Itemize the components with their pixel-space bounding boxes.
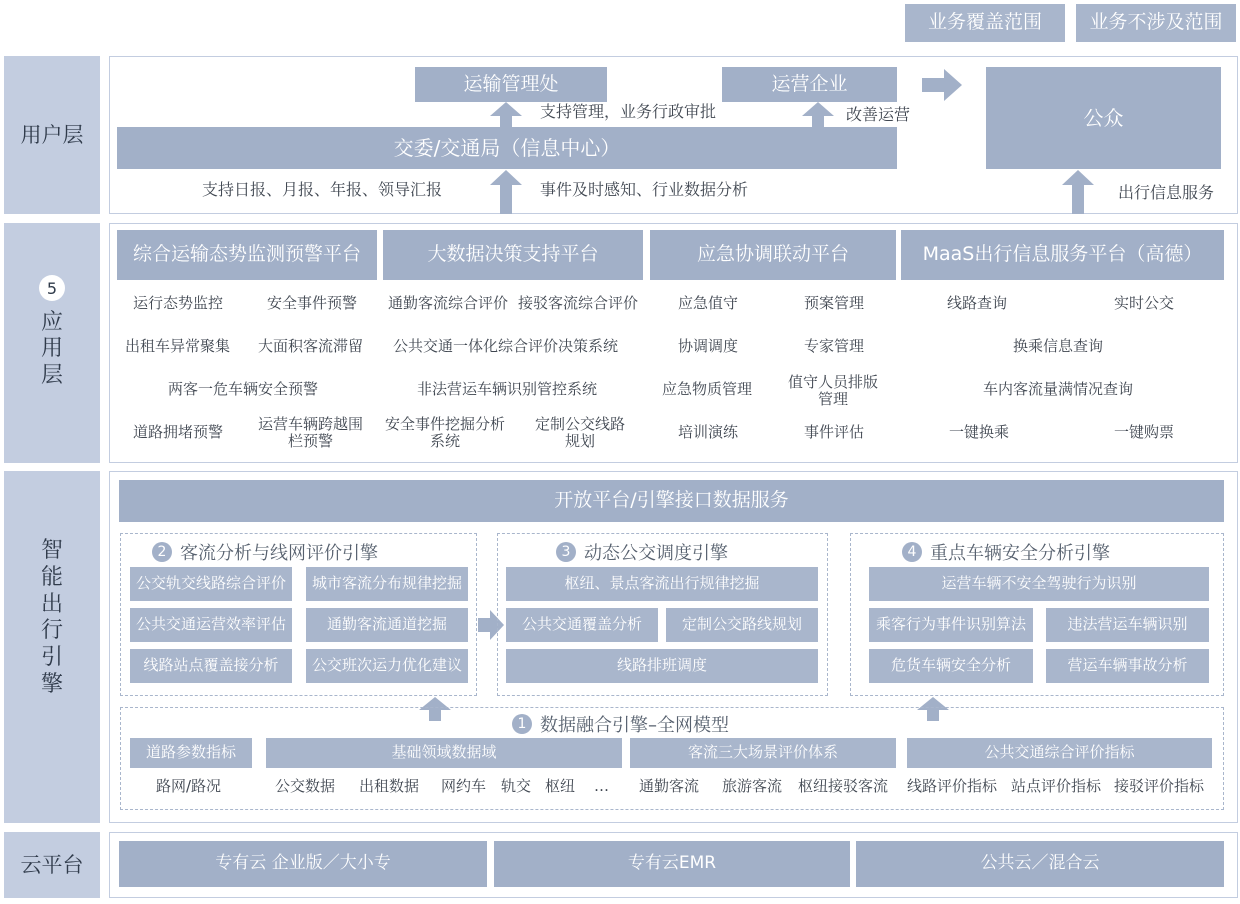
cloud-item: 公共云／混合云 bbox=[856, 841, 1224, 887]
app-item: 值守人员排版 管理 bbox=[788, 373, 879, 409]
engine-layer-title: 智 能 出 行 引 擎 bbox=[40, 538, 63, 698]
cloud-item: 专有云EMR bbox=[494, 841, 850, 887]
events-label: 事件及时感知、行业数据分析 bbox=[540, 180, 749, 199]
engine-item: 定制公交路线规划 bbox=[666, 608, 818, 642]
open-platform-bar: 开放平台/引擎接口数据服务 bbox=[119, 480, 1224, 522]
engine-1-value: 旅游客流 bbox=[722, 777, 783, 795]
engine-4-number: 4 bbox=[902, 542, 922, 562]
app-item: 定制公交线路 规划 bbox=[535, 415, 626, 451]
engine-1-value: 站点评价指标 bbox=[1011, 777, 1102, 795]
engine-item: 线路站点覆盖接分析 bbox=[130, 649, 292, 683]
app-item: 运行态势监控 bbox=[133, 294, 224, 312]
engine-1-value: 网约车 bbox=[441, 777, 487, 795]
engine-1-header: 基础领域数据域 bbox=[266, 738, 622, 768]
app-item: 一键换乘 bbox=[949, 423, 1010, 441]
engine-3-title-text: 动态公交调度引擎 bbox=[584, 543, 728, 564]
engine-1-header: 道路参数指标 bbox=[130, 738, 252, 768]
app-item: 大面积客流滞留 bbox=[258, 337, 364, 355]
engine-1-header: 客流三大场景评价体系 bbox=[630, 738, 896, 768]
arrow-right-icon bbox=[922, 68, 964, 102]
engine-1-value: 枢纽 bbox=[545, 777, 576, 795]
app-item: 培训演练 bbox=[678, 423, 739, 441]
engine-item: 城市客流分布规律挖掘 bbox=[306, 567, 468, 601]
legend-covered: 业务覆盖范围 bbox=[905, 4, 1065, 42]
app-item: 应急物质管理 bbox=[662, 380, 753, 398]
engine-3-number: 3 bbox=[556, 542, 576, 562]
engine-2-title-text: 客流分析与线网评价引擎 bbox=[180, 543, 378, 564]
layer-label-user: 用户层 bbox=[4, 56, 100, 214]
engine-1-value: 线路评价指标 bbox=[907, 777, 998, 795]
engine-item: 营运车辆事故分析 bbox=[1046, 649, 1209, 683]
engine-3-title bbox=[556, 539, 728, 565]
app-item: 两客一危车辆安全预警 bbox=[168, 380, 319, 398]
engine-2-number: 2 bbox=[152, 542, 172, 562]
engine-1-value: 枢纽接驳客流 bbox=[798, 777, 889, 795]
arrow-up-icon bbox=[1062, 170, 1094, 214]
platform-header: 大数据决策支持平台 bbox=[383, 230, 643, 280]
platform-header: 应急协调联动平台 bbox=[650, 230, 896, 280]
app-item: 预案管理 bbox=[804, 294, 865, 312]
app-item: 线路查询 bbox=[947, 294, 1008, 312]
engine-item: 运营车辆不安全驾驶行为识别 bbox=[869, 567, 1209, 601]
engine-item: 公共交通运营效率评估 bbox=[130, 608, 292, 642]
app-item: 接驳客流综合评价 bbox=[518, 294, 639, 312]
app-item: 安全事件预警 bbox=[267, 294, 358, 312]
engine-4-title-text: 重点车辆安全分析引擎 bbox=[930, 543, 1110, 564]
cloud-item: 专有云 企业版／大小专 bbox=[119, 841, 487, 887]
engine-1-title bbox=[512, 711, 729, 737]
layer-label-cloud: 云平台 bbox=[4, 832, 100, 898]
app-item: 安全事件挖掘分析 系统 bbox=[385, 415, 506, 451]
arrow-up-icon bbox=[490, 170, 522, 214]
engine-1-header: 公共交通综合评价指标 bbox=[907, 738, 1212, 768]
app-item: 事件评估 bbox=[804, 423, 865, 441]
legend-not-covered: 业务不涉及范围 bbox=[1076, 4, 1236, 42]
engine-item: 通勤客流通道挖掘 bbox=[306, 608, 468, 642]
engine-1-value: 轨交 bbox=[501, 777, 532, 795]
platform-header: MaaS出行信息服务平台（高德） bbox=[901, 230, 1224, 280]
engine-item: 危货车辆安全分析 bbox=[869, 649, 1033, 683]
engine-2-title bbox=[152, 539, 378, 565]
platform-header: 综合运输态势监测预警平台 bbox=[117, 230, 377, 280]
app-item: 换乘信息查询 bbox=[1013, 337, 1104, 355]
improve-ops-label: 改善运营 bbox=[846, 105, 911, 124]
engine-1-number: 1 bbox=[512, 714, 532, 734]
engine-item: 违法营运车辆识别 bbox=[1046, 608, 1209, 642]
app-item: 车内客流量满情况查询 bbox=[983, 380, 1134, 398]
reports-label: 支持日报、月报、年报、领导汇报 bbox=[202, 180, 443, 199]
engine-item: 公共交通覆盖分析 bbox=[506, 608, 658, 642]
app-item: 通勤客流综合评价 bbox=[388, 294, 509, 312]
app-item: 非法营运车辆识别管控系统 bbox=[417, 380, 598, 398]
app-number-badge: 5 bbox=[39, 275, 65, 301]
engine-item: 枢纽、景点客流出行规律挖掘 bbox=[506, 567, 818, 601]
engine-item: 公交班次运力优化建议 bbox=[306, 649, 468, 683]
engine-1-value: 出租数据 bbox=[359, 777, 420, 795]
app-item: 道路拥堵预警 bbox=[133, 423, 224, 441]
app-item: 出租车异常聚集 bbox=[125, 337, 231, 355]
app-item: 实时公交 bbox=[1114, 294, 1175, 312]
engine-1-value: … bbox=[594, 777, 609, 795]
arrow-up-icon bbox=[802, 102, 834, 127]
app-item: 一键购票 bbox=[1114, 423, 1175, 441]
operator-box: 运营企业 bbox=[722, 67, 897, 102]
engine-1-value: 通勤客流 bbox=[639, 777, 700, 795]
engine-item: 乘客行为事件识别算法 bbox=[869, 608, 1033, 642]
app-layer-title: 应 用 层 bbox=[40, 310, 63, 388]
arrow-up-icon bbox=[490, 102, 522, 127]
support-mgmt-label: 支持管理，业务行政审批 bbox=[540, 102, 717, 121]
engine-1-value: 公交数据 bbox=[275, 777, 336, 795]
engine-4-title bbox=[902, 539, 1110, 565]
engine-1-title-text: 数据融合引擎–全网模型 bbox=[540, 715, 729, 736]
commission-box: 交委/交通局（信息中心） bbox=[117, 127, 897, 169]
transport-office-box: 运输管理处 bbox=[415, 67, 607, 102]
engine-1-value: 接驳评价指标 bbox=[1114, 777, 1205, 795]
engine-item: 公交轨交线路综合评价 bbox=[130, 567, 292, 601]
app-item: 协调调度 bbox=[678, 337, 739, 355]
engine-1-value: 路网/路况 bbox=[156, 777, 222, 795]
app-item: 运营车辆跨越围 栏预警 bbox=[258, 415, 364, 451]
app-item: 应急值守 bbox=[678, 294, 739, 312]
travel-info-label: 出行信息服务 bbox=[1118, 183, 1215, 202]
engine-item: 线路排班调度 bbox=[506, 649, 818, 683]
public-box: 公众 bbox=[986, 67, 1221, 169]
app-item: 专家管理 bbox=[804, 337, 865, 355]
app-item: 公共交通一体化综合评价决策系统 bbox=[393, 337, 619, 355]
